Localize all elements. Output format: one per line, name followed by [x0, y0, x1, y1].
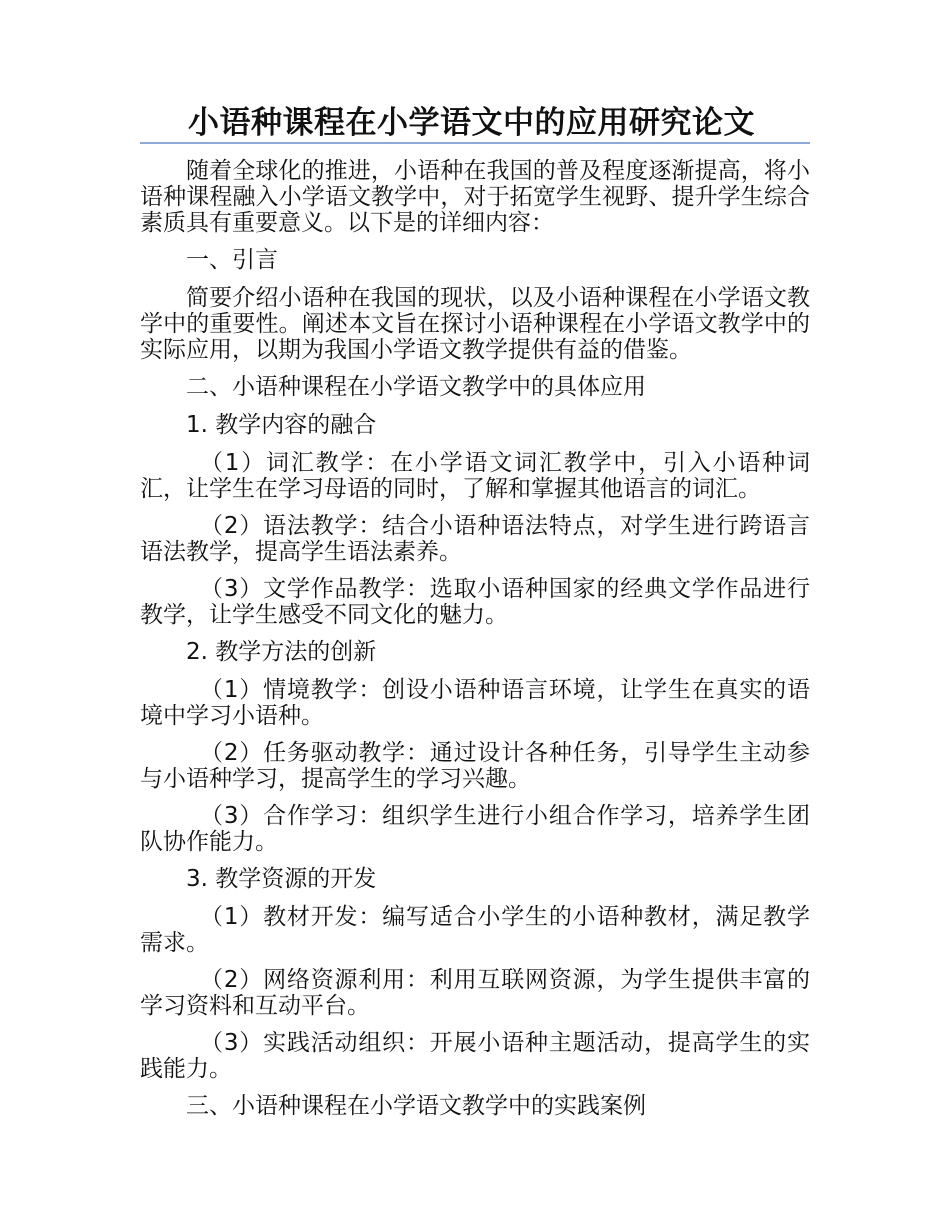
resource-item-textbook: （1）教材开发：编写适合小学生的小语种教材，满足教学需求。 [140, 904, 810, 956]
content-item-vocabulary: （1）词汇教学：在小学语文词汇教学中，引入小语种词汇，让学生在学习母语的同时，了解和掌握其他语言的词汇。 [140, 450, 810, 502]
document-body [140, 158, 810, 1131]
content-item-grammar: （2）语法教学：结合小语种语法特点，对学生进行跨语言语法教学，提高学生语法素养。 [140, 513, 810, 565]
document-title: 小语种课程在小学语文中的应用研究论文 [188, 105, 755, 141]
subsection-heading-methods: 2. 教学方法的创新 [186, 639, 377, 665]
section-heading-application: 二、小语种课程在小学语文教学中的具体应用 [186, 374, 646, 400]
resource-item-practice: （3）实践活动组织：开展小语种主题活动，提高学生的实践能力。 [140, 1030, 810, 1082]
method-item-task-driven: （2）任务驱动教学：通过设计各种任务，引导学生主动参与小语种学习，提高学生的学习兴趣。 [140, 740, 810, 792]
title-block [140, 104, 810, 144]
method-item-cooperative: （3）合作学习：组织学生进行小组合作学习，培养学生团队协作能力。 [140, 803, 810, 855]
subsection-heading-content: 1. 教学内容的融合 [186, 412, 377, 438]
method-item-situational: （1）情境教学：创设小语种语言环境，让学生在真实的语境中学习小语种。 [140, 677, 810, 729]
section-heading-cases: 三、小语种课程在小学语文教学中的实践案例 [186, 1093, 646, 1119]
content-item-literature: （3）文学作品教学：选取小语种国家的经典文学作品进行教学，让学生感受不同文化的魅力。 [140, 576, 810, 628]
intro-paragraph: 随着全球化的推进，小语种在我国的普及程度逐渐提高，将小语种课程融入小学语文教学中，对于拓宽学生视野、提升学生综合素质具有重要意义。以下是的详细内容： [140, 158, 810, 236]
section-heading-introduction: 一、引言 [186, 247, 278, 273]
subsection-heading-resources: 3. 教学资源的开发 [186, 866, 377, 892]
resource-item-online: （2）网络资源利用：利用互联网资源，为学生提供丰富的学习资料和互动平台。 [140, 967, 810, 1019]
introduction-paragraph: 简要介绍小语种在我国的现状，以及小语种课程在小学语文教学中的重要性。阐述本文旨在探讨小语种课程在小学语文教学中的实际应用，以期为我国小学语文教学提供有益的借鉴。 [140, 285, 810, 363]
